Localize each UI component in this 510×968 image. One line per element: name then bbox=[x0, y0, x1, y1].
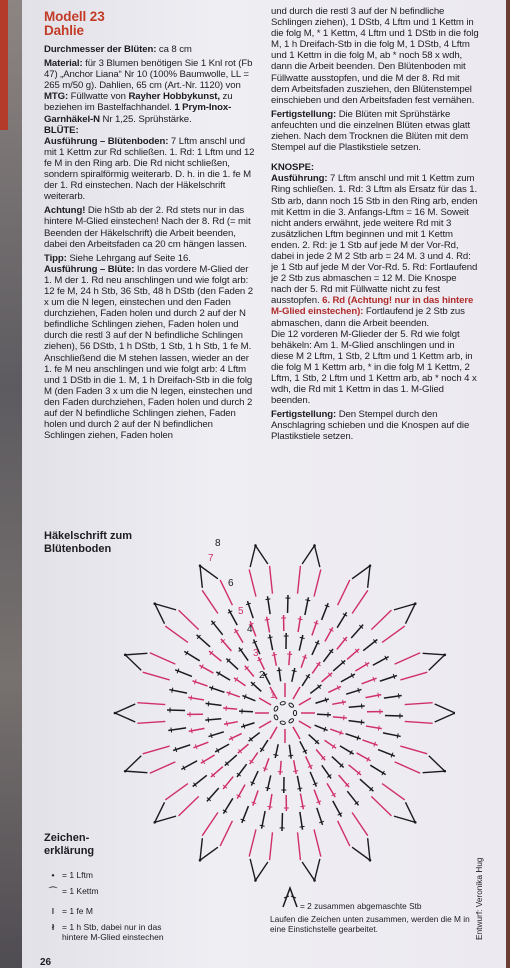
stitch-crossbar-mark bbox=[343, 700, 344, 705]
petal-stitch-mark bbox=[400, 746, 427, 754]
petal-stitch-mark bbox=[382, 784, 405, 800]
chain-dot-mark bbox=[199, 859, 202, 862]
stitch-mark bbox=[349, 706, 365, 707]
legend-text: = 1 Lftm bbox=[62, 870, 93, 880]
stitch-mark bbox=[250, 753, 258, 765]
stitch-crossbar-mark bbox=[298, 619, 303, 620]
petal-stitch-mark bbox=[143, 672, 170, 680]
chain-dot-mark bbox=[153, 602, 156, 605]
stitch-mark bbox=[251, 682, 261, 691]
petal-tip-mark bbox=[155, 802, 176, 822]
chain-dot-mark bbox=[313, 544, 316, 547]
model-title: Modell 23 bbox=[44, 9, 105, 24]
stitch-crossbar-mark bbox=[398, 693, 399, 698]
stitch-mark bbox=[205, 719, 221, 720]
right-column bbox=[271, 6, 479, 446]
crochet-chart-diagram bbox=[110, 528, 455, 898]
stitch-mark bbox=[239, 711, 253, 712]
stitch-mark bbox=[312, 662, 320, 674]
chain-dot-mark bbox=[153, 821, 156, 824]
rd6-label: 6. Rd (Achtung! nur in das hintere M-Glied einstechen): bbox=[271, 295, 474, 318]
stitch-mark bbox=[199, 665, 213, 673]
stitch-crossbar-mark bbox=[191, 728, 192, 733]
stitch-mark bbox=[357, 753, 371, 761]
stitch-mark bbox=[201, 755, 215, 763]
petal-stitch-mark bbox=[298, 832, 301, 860]
stitch-mark bbox=[293, 687, 300, 699]
stitch-mark bbox=[310, 685, 321, 694]
petal-tip-mark bbox=[302, 859, 320, 881]
ausf-bluete-paragraph bbox=[44, 264, 256, 442]
petal-stitch-mark bbox=[352, 812, 368, 835]
chain-stitch-mark bbox=[293, 710, 296, 715]
chain-dot-mark bbox=[254, 879, 257, 882]
design-credit: Entwurf: Veronika Hug bbox=[474, 857, 484, 940]
stb-together-icon bbox=[280, 884, 300, 910]
mtg-text: Füllwatte von bbox=[68, 91, 129, 103]
petal-stitch-mark bbox=[314, 569, 321, 596]
ausf-boden-paragraph bbox=[44, 136, 256, 203]
legend-item-hstb bbox=[44, 922, 161, 932]
stitch-mark bbox=[223, 777, 233, 789]
stitch-crossbar-mark bbox=[265, 619, 270, 620]
stitch-mark bbox=[339, 775, 349, 787]
petal-tip-mark bbox=[423, 756, 445, 773]
stitch-mark bbox=[340, 746, 354, 754]
chain-dot-mark bbox=[124, 770, 127, 773]
stitch-mark bbox=[270, 727, 277, 739]
stitch-crossbar-mark bbox=[272, 655, 277, 656]
petal-tip-mark bbox=[125, 653, 147, 670]
fertig1-text: Die Blüten mit Sprühstärke anfeuchten und die einzelnen Blüten etwas glatt ziehen. Nach dem Trocknen die Blüten mit dem Stempel auf die Plastikstiele setzen. bbox=[271, 108, 471, 154]
stitch-mark bbox=[316, 750, 325, 761]
stitch-mark bbox=[225, 755, 237, 766]
ausf-bluete-text: In das vordere M-Glied der 1. M der 1. Rd neu anschlingen und wie folgt arb: 12 fe M, 24 h Stb, 36 Stb, 48 h DStb (den Faden 2 x um die N legen, einstechen und den Faden durchziehen, Faden holen und durch 2 auf der N befindliche Schlingen ziehen, Faden holen und durch die restl 3 auf der N befindliche Schlingen ziehen), 56 DStb, 1 h DStb, 1 Stb, 1 h Stb, 1 fe M. Anschließend die M stehen lassen, wieder an der 1. fe M neu anschlingen und wie folgt arb: 4 Lftm und 1 DStb in die 1. M, 1 h Dreifach-Stb in die folg M (den Faden 3 x um die N legen, einstechen und den Faden durchziehen, Faden holen und durch 2 auf der N befindliche Schlingen ziehen, Faden holen und durch 2 auf der N befindlichen Schlingen ziehen, Faden holen bbox=[44, 263, 253, 442]
petal-stitch-mark bbox=[137, 721, 165, 723]
petal-stitch-mark bbox=[143, 746, 170, 754]
stitch-crossbar-mark bbox=[211, 733, 212, 738]
petal-tip-mark bbox=[115, 704, 135, 722]
petal-tip-mark bbox=[250, 859, 268, 881]
stitch-mark bbox=[333, 660, 345, 671]
fertig2-label: Fertigstellung: bbox=[271, 409, 337, 421]
petal-stitch-mark bbox=[220, 821, 232, 846]
stitch-mark bbox=[224, 722, 238, 725]
legend-item-fem bbox=[44, 906, 93, 916]
petal-stitch-mark bbox=[202, 590, 218, 613]
rayher-text: zu beziehen im Bastelfachhandel. bbox=[44, 91, 233, 114]
stitch-crossbar-mark bbox=[300, 637, 305, 638]
legend-item-lftm bbox=[44, 870, 93, 880]
stitch-mark bbox=[332, 702, 346, 705]
stitch-mark bbox=[280, 761, 281, 775]
fertig1-paragraph bbox=[271, 109, 479, 153]
material-paragraph bbox=[44, 58, 256, 125]
rd6-text: Fortlaufend je 2 Stb zus abmaschen, dann die Arbeit beenden. bbox=[271, 306, 465, 329]
chain-dot-mark bbox=[414, 821, 417, 824]
stitch-mark bbox=[211, 767, 223, 777]
stitch-mark bbox=[234, 678, 246, 686]
ausf-boden-label: Ausführung – Blütenboden: bbox=[44, 135, 169, 147]
stitch-mark bbox=[226, 659, 238, 670]
prym-text: Nr 1,25. Sprühstärke. bbox=[99, 113, 192, 125]
stitch-mark bbox=[238, 744, 249, 753]
stitch-crossbar-mark bbox=[300, 826, 305, 827]
stitch-crossbar-mark bbox=[172, 688, 173, 693]
petal-stitch-mark bbox=[270, 566, 273, 594]
knospe-paragraph bbox=[271, 173, 479, 328]
stitch-mark bbox=[327, 783, 335, 797]
petal-stitch-mark bbox=[382, 626, 405, 642]
chain-dot-mark bbox=[124, 654, 127, 657]
petal-stitch-mark bbox=[179, 796, 199, 815]
stitch-mark bbox=[325, 627, 333, 641]
chain-dot-mark bbox=[369, 564, 372, 567]
stitch-mark bbox=[347, 649, 359, 659]
chain-dot-mark bbox=[414, 602, 417, 605]
page-color-tab bbox=[0, 0, 8, 130]
round-number-label: 2 bbox=[259, 670, 265, 681]
stitch-mark bbox=[259, 721, 271, 728]
legend-title-line2: erklärung bbox=[44, 845, 95, 857]
round-number-label: 7 bbox=[208, 553, 214, 564]
stitch-mark bbox=[274, 652, 277, 666]
tipp-label: Tipp: bbox=[44, 252, 67, 264]
stitch-mark bbox=[237, 785, 245, 799]
chain-dot-mark bbox=[443, 654, 446, 657]
stitch-crossbar-mark bbox=[397, 733, 398, 738]
diameter-text: ca 8 cm bbox=[156, 44, 192, 55]
stitch-mark bbox=[299, 721, 311, 728]
petal-stitch-mark bbox=[395, 762, 421, 773]
stitch-mark bbox=[333, 717, 347, 718]
petal-tip-mark bbox=[155, 604, 176, 624]
diameter-label: Durchmesser der Blüten: bbox=[44, 44, 157, 55]
fertig1-label: Fertigstellung: bbox=[271, 108, 337, 120]
stitch-crossbar-mark bbox=[265, 599, 270, 600]
stitch-mark bbox=[299, 698, 311, 705]
stitch-mark bbox=[279, 667, 281, 681]
stitch-mark bbox=[309, 735, 319, 744]
round-number-label: 3 bbox=[253, 648, 259, 659]
chain-dot-mark bbox=[199, 564, 202, 567]
stitch-crossbar-mark bbox=[277, 670, 282, 671]
stitch-mark bbox=[341, 674, 355, 682]
ausf-boden-text: 7 Lftm anschl und mit 1 Kettm zur Rd schließen. 1. Rd: 1 Lftm und 12 fe M in den Ring arb. Die Rd nicht schließen, sondern spiralförmig weiterarb. D. h. in die 1. fe M der 1. Rd einstechen. Nach der Häkelschrift weiterarb. bbox=[44, 135, 255, 203]
round-number-label: 5 bbox=[238, 606, 244, 617]
chain-dot-mark bbox=[114, 712, 117, 715]
chain-dot-mark bbox=[254, 544, 257, 547]
rayher-label: Rayher Hobbykunst, bbox=[128, 91, 220, 103]
petal-stitch-mark bbox=[165, 626, 188, 642]
petal-stitch-mark bbox=[314, 829, 321, 856]
legend-item-hstb-cont bbox=[44, 932, 164, 942]
stitch-mark bbox=[215, 744, 229, 752]
chain-stitch-mark bbox=[288, 718, 294, 724]
petal-stitch-mark bbox=[249, 569, 256, 596]
chain-stitch-mark bbox=[280, 701, 286, 705]
stitch-mark bbox=[209, 651, 221, 661]
petal-tip-mark bbox=[394, 802, 415, 822]
stitch-mark bbox=[355, 663, 369, 671]
model-subtitle: Dahlie bbox=[44, 23, 84, 38]
stitch-crossbar-mark bbox=[293, 771, 298, 772]
chain-stitch-mark bbox=[273, 714, 278, 720]
right-page-edge bbox=[506, 0, 510, 968]
bluete-heading: BLÜTE: bbox=[44, 124, 79, 136]
stitch-mark bbox=[332, 757, 344, 768]
stitch-crossbar-mark bbox=[268, 637, 273, 638]
stitch-mark bbox=[216, 672, 230, 680]
stitch-crossbar-mark bbox=[171, 728, 172, 733]
chain-stitch-mark bbox=[273, 706, 278, 712]
material-label: Material: bbox=[44, 58, 83, 70]
petal-stitch-mark bbox=[150, 762, 176, 773]
stitch-crossbar-mark bbox=[358, 688, 359, 693]
round-number-label: 8 bbox=[215, 538, 221, 549]
petal-stitch-mark bbox=[400, 672, 427, 680]
petal-tip-mark bbox=[250, 546, 268, 568]
stitch-crossbar-mark bbox=[300, 806, 305, 807]
half-double-crochet-icon: ł bbox=[51, 922, 55, 932]
stitch-mark bbox=[245, 666, 254, 677]
legend-text: = 1 h Stb, dabei nur in das bbox=[62, 922, 162, 932]
chain-stitch-mark bbox=[280, 721, 286, 725]
legend-item-kettm bbox=[44, 886, 99, 896]
stitch-mark bbox=[293, 727, 300, 739]
stitch-crossbar-mark bbox=[227, 721, 228, 726]
chain-dot-mark bbox=[369, 859, 372, 862]
stitch-crossbar-mark bbox=[305, 600, 310, 601]
page-shadow-edge bbox=[0, 0, 22, 968]
petal-stitch-mark bbox=[150, 653, 176, 664]
round-number-label: 1 bbox=[270, 690, 276, 701]
petal-stitch-mark bbox=[352, 590, 368, 613]
fertig2-text: Den Stempel durch den Anschlagring schieben und die Knospen auf die Plastikstiele setzen. bbox=[271, 409, 470, 443]
stitch-mark bbox=[249, 733, 260, 742]
continued-paragraph: und durch die restl 3 auf der N befindliche Schlingen ziehen), 1 DStb, 4 Lftm und 1 Kettm in die folg M, * 1 Kettm, 4 Lftm und 1 DStb in die folg M, 1 h Dreifach-Stb in die folg M, 1 DStb, 4 Lftm und 1 Kettm in die folg M, ab * noch 58 x wdh, dann die Arbeit beenden. Den Blütenboden mit Füllwatte ausstopfen, und die M der 8. Rd mit dem Arbeitsfaden zusziehen, den Blütenstempel einschieben und den Arbeitsfaden fest vernähen. bbox=[271, 6, 479, 106]
stitch-crossbar-mark bbox=[260, 825, 265, 826]
tipp-paragraph bbox=[44, 253, 256, 264]
stitch-mark bbox=[322, 765, 331, 778]
legend-text: hintere M-Glied einstechen bbox=[62, 932, 164, 942]
petal-tip-mark bbox=[394, 604, 415, 624]
stitch-crossbar-mark bbox=[378, 693, 379, 698]
petal-tip-mark bbox=[200, 566, 218, 588]
petal-stitch-mark bbox=[405, 703, 433, 705]
achtung-paragraph bbox=[44, 205, 256, 249]
mtg-label: MTG: bbox=[44, 91, 69, 103]
chain-dot-mark bbox=[313, 879, 316, 882]
stitch-mark bbox=[294, 760, 297, 774]
stitch-crossbar-mark bbox=[191, 695, 192, 700]
petal-stitch-mark bbox=[249, 829, 256, 856]
petal-stitch-mark bbox=[338, 580, 350, 605]
chain-stitch-mark bbox=[288, 702, 294, 708]
stitch-crossbar-mark bbox=[297, 788, 302, 789]
petal-stitch-mark bbox=[202, 812, 218, 835]
petal-tip-mark bbox=[423, 653, 445, 670]
legend-text: = 1 fe M bbox=[62, 906, 93, 916]
stitch-mark bbox=[221, 639, 231, 651]
petal-stitch-mark bbox=[298, 566, 301, 594]
prym-label: 1 Prym-Inox-Garnhäkel-N bbox=[44, 102, 232, 125]
legend-title-line1: Zeichen- bbox=[44, 832, 90, 844]
petal-tip-mark bbox=[435, 704, 455, 722]
chain-dot-mark bbox=[443, 770, 446, 773]
round-number-label: 6 bbox=[228, 578, 234, 589]
tipp-text: Siehe Lehrgang auf Seite 16. bbox=[66, 252, 191, 264]
petal-stitch-mark bbox=[179, 610, 199, 629]
single-crochet-icon: ǀ bbox=[51, 906, 55, 916]
chain-stitch-icon: • bbox=[51, 870, 55, 880]
ausf-bluete-label: Ausführung – Blüte: bbox=[44, 263, 135, 275]
stitch-crossbar-mark bbox=[273, 754, 278, 755]
stitch-crossbar-mark bbox=[292, 670, 297, 671]
stitch-crossbar-mark bbox=[267, 806, 272, 807]
diameter-paragraph bbox=[44, 44, 256, 55]
knospe-ausf-text: 7 Lftm anschl und mit 1 Kettm zum Ring schließen. 1. Rd: 3 Lftm als Ersatz für das 1. Stb arb, dann noch 15 Stb in den Ring arb, enden mit Kettm in die 3. Anfangs-Lftm = 16 M. Soweit nicht anders erwähnt, jede weitere Rd mit 3 zusätzlichen Lftm beginnen und mit 1 Kettm enden. 2. Rd: je 1 Stb auf jede M der Vor-Rd, dabei in jede 2 M 2 Stb arb = 24 M. 3 und 4. Rd: je 1 Stb auf jede M der Vor-Rd. 5. Rd: Fortlaufend je 2 Stb zus abmaschen = 12 M. Die Knospe nach der 5. Rd mit Füllwatte nicht zu fest ausstopfen. bbox=[271, 173, 478, 307]
achtung-label: Achtung! bbox=[44, 205, 86, 217]
petal-tip-mark bbox=[302, 546, 320, 568]
stitch-mark bbox=[323, 649, 333, 662]
legend-title bbox=[44, 832, 94, 858]
petal-stitch-mark bbox=[371, 796, 391, 815]
petal-stitch-mark bbox=[338, 821, 350, 846]
legend-text: = 1 Kettm bbox=[62, 886, 99, 896]
stitch-mark bbox=[349, 765, 361, 775]
petal-stitch-mark bbox=[270, 832, 273, 860]
knospe-ausf-label: Ausführung: bbox=[271, 173, 328, 185]
stitch-mark bbox=[239, 648, 248, 661]
stitch-crossbar-mark bbox=[361, 720, 362, 725]
achtung-text: Die hStb ab der 2. Rd stets nur in das hintere M-Glied einstechen! Nach der 8. Rd (= mit Beenden der Häkelschrift) die Arbeit beenden, dabei den Arbeitsfaden ca 20 cm hängen lassen. bbox=[44, 205, 251, 250]
stitch-crossbar-mark bbox=[265, 788, 270, 789]
chart-title-line2: Blütenboden bbox=[44, 543, 112, 555]
stitch-mark bbox=[289, 651, 290, 665]
knospe-heading: KNOSPE: bbox=[271, 162, 315, 174]
chart-title-line1: Häkelschrift zum bbox=[44, 530, 133, 542]
stitch-mark bbox=[237, 764, 247, 777]
stitch-mark bbox=[317, 714, 331, 715]
material-text: für 3 Blumen benötigen Sie 1 Knl rot (Fb 47) „Anchor Liana“ Nr 10 (100% Baumwolle, LL = 265 m/50 g). Dahlien, 65 cm (Art.-Nr. 1120) von bbox=[44, 58, 253, 92]
stb-note: = 2 zusammen abgemaschte Stb bbox=[300, 901, 422, 911]
round-number-label: 4 bbox=[247, 624, 253, 635]
petal-stitch-mark bbox=[405, 721, 433, 723]
fertig2-paragraph bbox=[271, 409, 479, 442]
petal-tip-mark bbox=[125, 756, 147, 773]
stitch-mark bbox=[235, 629, 243, 643]
petal-tip-mark bbox=[352, 838, 370, 860]
petal-tip-mark bbox=[352, 566, 370, 588]
petal-stitch-mark bbox=[165, 784, 188, 800]
stitch-crossbar-mark bbox=[288, 755, 293, 756]
petal-stitch-mark bbox=[137, 703, 165, 705]
stitch-mark bbox=[289, 745, 291, 759]
stitch-mark bbox=[337, 637, 347, 649]
petal-stitch-mark bbox=[371, 610, 391, 629]
left-column bbox=[44, 10, 256, 444]
rd12-paragraph: Die 12 vorderen M-Glieder der 5. Rd wie folgt behäkeln: Am 1. M-Glied anschlingen und in diese M 2 Lftm, 1 Stb, 2 Lftm und 1 Kettm arb, in die folg M 1 Kettm arb, * in die folg M 1 Kettm, 2 Lftm, 1 Stb, 2 Lftm und 1 Kettm arb, ab * noch 4 x wdh, die Rd mit 1 Kettm in das 1. M-Glied beenden. bbox=[271, 328, 477, 407]
petal-stitch-mark bbox=[395, 653, 421, 664]
stitch-mark bbox=[325, 740, 337, 748]
page-number: 26 bbox=[40, 957, 52, 968]
final-note: Laufen die Zeichen unten zusammen, werden die M in eine Einstichstelle gearbeitet. bbox=[270, 914, 470, 934]
stitch-mark bbox=[322, 673, 333, 682]
petal-tip-mark bbox=[200, 838, 218, 860]
stitch-crossbar-mark bbox=[208, 701, 209, 706]
slip-stitch-icon: ⌒ bbox=[48, 886, 58, 896]
stitch-crossbar-mark bbox=[378, 726, 379, 731]
stitch-mark bbox=[223, 708, 237, 709]
